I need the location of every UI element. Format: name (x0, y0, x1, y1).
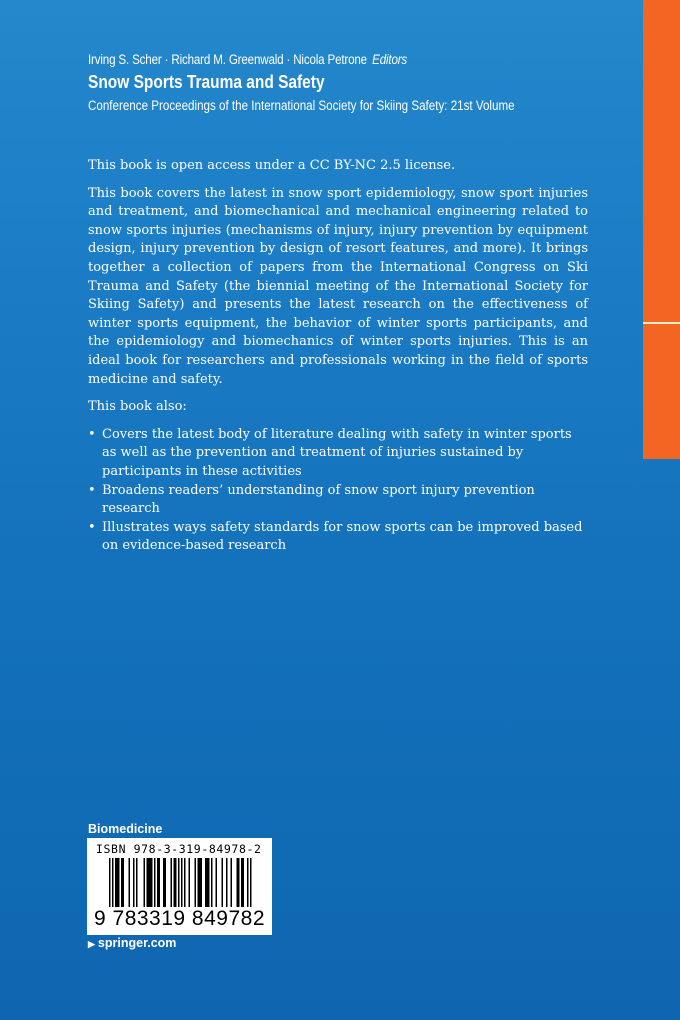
header (88, 52, 584, 113)
triangle-icon: ▶ (88, 939, 95, 949)
barcode-bar (208, 858, 210, 908)
barcode-bar (121, 858, 123, 908)
license-note: This book is open access under a CC BY-NC 2.5 license. (88, 158, 456, 173)
barcode-bar (165, 858, 167, 908)
barcode-bar (222, 858, 224, 908)
book-subtitle: Conference Proceedings of the International Society for Skiing Safety: 21st Volume (88, 98, 515, 113)
barcode-bar (189, 858, 191, 908)
barcode-bar (231, 858, 233, 908)
barcode-bar (205, 858, 207, 908)
barcode-bar (133, 858, 135, 908)
barcode-bar (241, 858, 243, 908)
barcode-bar (237, 858, 239, 908)
editors-role: Editors (372, 52, 408, 67)
barcode-bar (211, 858, 213, 908)
book-title: Snow Sports Trauma and Safety (88, 72, 325, 92)
barcode-bar (144, 858, 146, 908)
barcode-bar (184, 858, 186, 908)
barcode-bar (147, 858, 149, 908)
barcode-bar (129, 858, 131, 908)
orange-spine-band (643, 0, 680, 459)
barcode-bar (148, 858, 150, 908)
barcode-bar (174, 858, 176, 908)
barcode-bar (243, 858, 245, 908)
isbn-text: ISBN 978-3-319-84978-2 (96, 842, 262, 856)
barcode-bar (123, 858, 125, 908)
barcode-bar (198, 858, 200, 908)
barcode-bar (171, 858, 173, 908)
barcode-bar (151, 858, 153, 908)
description: This book covers the latest in snow sport epidemiology, snow sport injuries and treatment, and biomechanical and mechanical engineering related to snow sports injuries (mechanisms of injury, injury prevention by equipment design, injury prevention by design of resort features, and more). It brings together a collection of papers from the International Congress on Ski Trauma and Safety (the biennial meeting of the International Society for Skiing Safety) and presents the latest research on the effectiveness of winter sports equipment, the behavior of winter sports participants, and the epidemiology and biomechanics of winter sports injuries. This is an ideal book for researchers and professionals working in the field of sports medicine and safety. (88, 185, 588, 387)
publisher-url: springer.com (97, 936, 177, 950)
bullet-item: • Illustrates ways safety standards for snow sports can be improved based on evidence-based research (88, 519, 588, 556)
barcode-bar (175, 858, 177, 908)
orange-band-divider (643, 322, 680, 324)
barcode-bar (159, 858, 161, 908)
bullet-item: • Broadens readers’ understanding of snow sport injury prevention research (88, 482, 588, 519)
barcode-bar (117, 858, 119, 908)
barcode-bar (118, 858, 120, 908)
barcode-bar (199, 858, 201, 908)
also-intro: This book also: (88, 399, 187, 415)
barcode-bar (163, 858, 165, 908)
bullet-item: • Covers the latest body of literature dealing with safety in winter sports as well as the prevention and treatment of injuries sustained by participants in these activities (88, 426, 588, 482)
editors-line (88, 52, 515, 67)
barcode-bar (136, 858, 138, 908)
barcode-bar (195, 858, 197, 908)
barcode-bar (201, 858, 203, 908)
barcode-bar (150, 858, 152, 908)
bullet-list (88, 426, 588, 556)
barcode-bar (238, 858, 240, 908)
barcode-bar (154, 858, 156, 908)
subject-category: Biomedicine (88, 822, 163, 836)
barcode-digits: 9 783319 849782 (94, 907, 265, 930)
barcode-bar (207, 858, 209, 908)
barcode-bar (216, 858, 218, 908)
barcode-bar (226, 858, 228, 908)
barcode-bar (157, 858, 159, 908)
publisher-link[interactable] (88, 936, 176, 950)
barcode-bar (115, 858, 117, 908)
barcode-box (87, 838, 272, 935)
blurb (88, 157, 588, 556)
editor-names: Irving S. Scher · Richard M. Greenwald · Nicola Petrone (88, 52, 367, 67)
